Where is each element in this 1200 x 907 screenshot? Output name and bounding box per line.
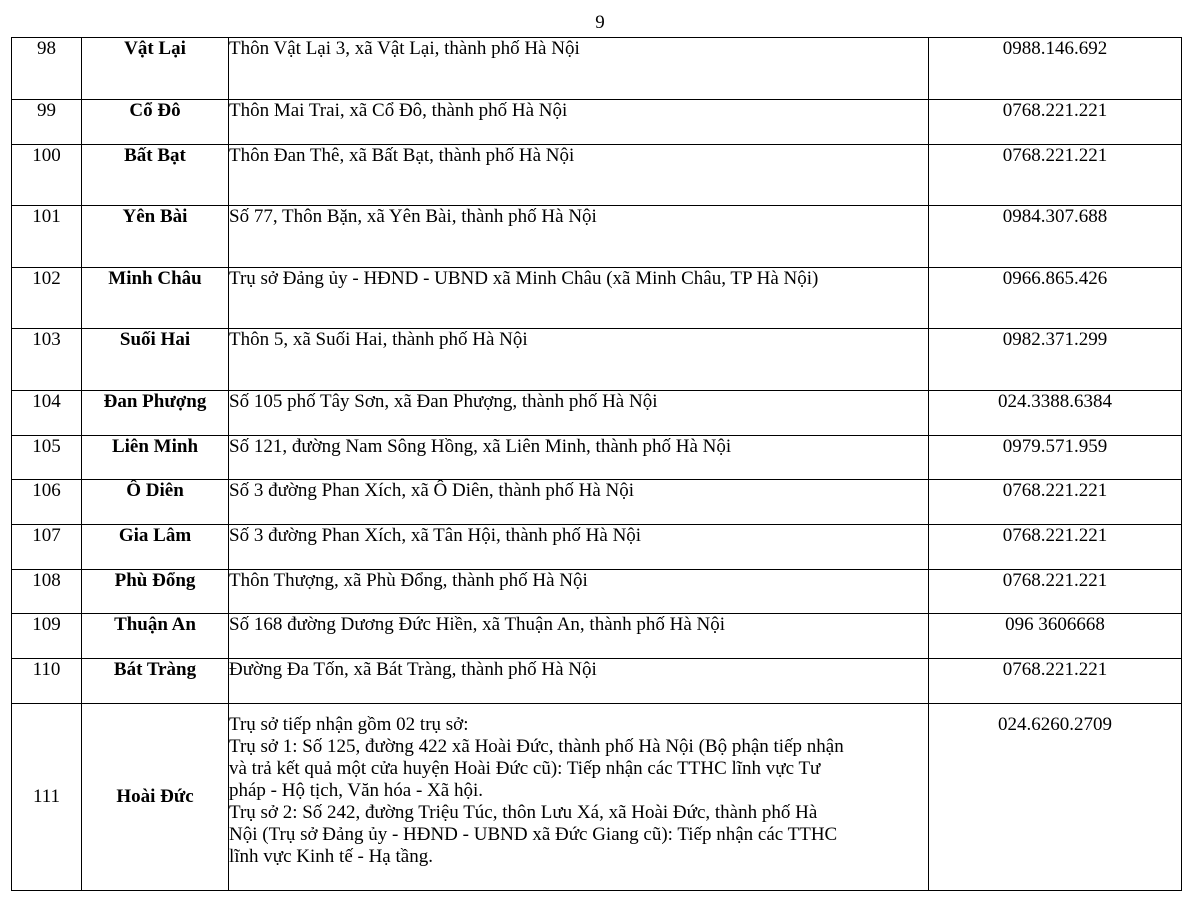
address-cell: Trụ sở Đảng ủy - HĐND - UBND xã Minh Châu (xã Minh Châu, TP Hà Nội) [229,268,929,329]
table-row [12,614,1182,659]
phone-cell: 0966.865.426 [929,268,1182,329]
row-number: 100 [12,145,82,206]
address-line: Trụ sở tiếp nhận gồm 02 trụ sở: [229,714,469,735]
address-cell: Số 3 đường Phan Xích, xã Tân Hội, thành phố Hà Nội [229,525,929,570]
commune-name: Bát Tràng [82,659,229,704]
phone-cell: 0768.221.221 [929,100,1182,145]
row-number: 98 [12,38,82,100]
phone-cell: 0984.307.688 [929,206,1182,268]
address-cell: Thôn Vật Lại 3, xã Vật Lại, thành phố Hà Nội [229,38,929,100]
row-number: 99 [12,100,82,145]
phone-cell: 0768.221.221 [929,570,1182,614]
phone-cell: 0979.571.959 [929,436,1182,480]
table-row [12,145,1182,206]
table-row [12,206,1182,268]
address-cell: Thôn Đan Thê, xã Bất Bạt, thành phố Hà Nội [229,145,929,206]
commune-name: Minh Châu [82,268,229,329]
phone-cell: 0768.221.221 [929,525,1182,570]
commune-name: Cổ Đô [82,100,229,145]
row-number: 103 [12,329,82,391]
address-line: và trả kết quả một cửa huyện Hoài Đức cũ): Tiếp nhận các TTHC lĩnh vực Tư [229,758,821,779]
table-row [12,480,1182,525]
address-line: pháp - Hộ tịch, Văn hóa - Xã hội. [229,780,483,801]
row-number: 101 [12,206,82,268]
phone-cell: 096 3606668 [929,614,1182,659]
row-number: 111 [12,704,82,891]
address-line: Trụ sở 1: Số 125, đường 422 xã Hoài Đức, thành phố Hà Nội (Bộ phận tiếp nhận [229,736,844,757]
phone-cell: 0768.221.221 [929,145,1182,206]
row-number: 108 [12,570,82,614]
table-row [12,570,1182,614]
commune-name: Bất Bạt [82,145,229,206]
address-cell: Số 3 đường Phan Xích, xã Ô Diên, thành phố Hà Nội [229,480,929,525]
phone-cell: 0768.221.221 [929,659,1182,704]
row-number: 102 [12,268,82,329]
address-cell: Đường Đa Tốn, xã Bát Tràng, thành phố Hà Nội [229,659,929,704]
row-number: 106 [12,480,82,525]
address-cell: Thôn 5, xã Suối Hai, thành phố Hà Nội [229,329,929,391]
row-number: 105 [12,436,82,480]
table-row [12,525,1182,570]
commune-address-table [11,37,1182,891]
address-cell [229,704,929,891]
phone-cell: 0768.221.221 [929,480,1182,525]
table-row [12,659,1182,704]
commune-name: Đan Phượng [82,391,229,436]
row-number: 110 [12,659,82,704]
commune-name: Gia Lâm [82,525,229,570]
address-cell: Thôn Thượng, xã Phù Đổng, thành phố Hà Nội [229,570,929,614]
address-cell: Số 105 phố Tây Sơn, xã Đan Phượng, thành phố Hà Nội [229,391,929,436]
table-row [12,38,1182,100]
commune-name: Phù Đổng [82,570,229,614]
commune-name: Liên Minh [82,436,229,480]
phone-cell: 0988.146.692 [929,38,1182,100]
phone-cell: 024.6260.2709 [929,704,1182,891]
table-row [12,436,1182,480]
address-cell: Thôn Mai Trai, xã Cổ Đô, thành phố Hà Nội [229,100,929,145]
commune-name: Hoài Đức [82,704,229,891]
address-line: Nội (Trụ sở Đảng ủy - HĐND - UBND xã Đức Giang cũ): Tiếp nhận các TTHC [229,824,838,845]
commune-name: Ô Diên [82,480,229,525]
address-line: Trụ sở 2: Số 242, đường Triệu Túc, thôn Lưu Xá, xã Hoài Đức, thành phố Hà [229,802,818,823]
address-line: lĩnh vực Kinh tế - Hạ tầng. [229,846,433,867]
commune-name: Suối Hai [82,329,229,391]
commune-name: Yên Bài [82,206,229,268]
table-row [12,329,1182,391]
phone-cell: 0982.371.299 [929,329,1182,391]
address-cell: Số 168 đường Dương Đức Hiền, xã Thuận An, thành phố Hà Nội [229,614,929,659]
table-row [12,704,1182,891]
commune-name: Thuận An [82,614,229,659]
address-cell: Số 121, đường Nam Sông Hồng, xã Liên Minh, thành phố Hà Nội [229,436,929,480]
table-row [12,100,1182,145]
phone-cell: 024.3388.6384 [929,391,1182,436]
commune-name: Vật Lại [82,38,229,100]
row-number: 104 [12,391,82,436]
row-number: 107 [12,525,82,570]
row-number: 109 [12,614,82,659]
table-row [12,391,1182,436]
address-cell: Số 77, Thôn Bặn, xã Yên Bài, thành phố Hà Nội [229,206,929,268]
table-row [12,268,1182,329]
page-number: 9 [595,12,605,33]
